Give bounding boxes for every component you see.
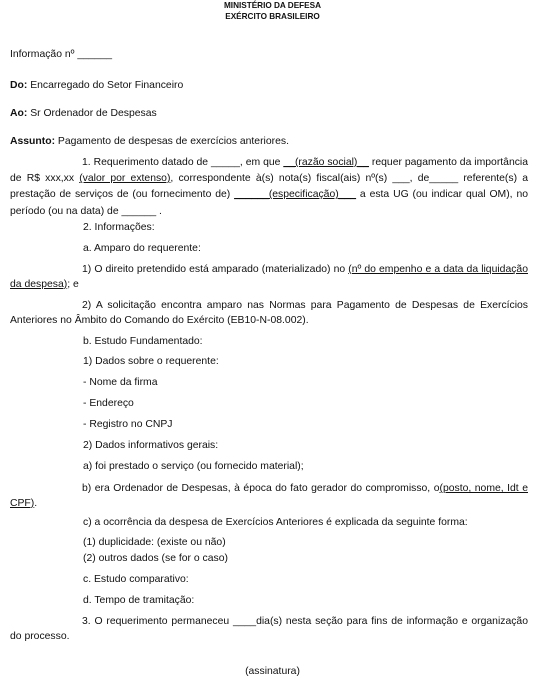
from-text: Encarregado do Setor Financeiro [27, 80, 184, 91]
to-line [10, 108, 157, 121]
info-label: Informação nº [10, 49, 75, 60]
item-2b2a: a) foi prestado o serviço (ou fornecido material); [83, 461, 304, 472]
paragraph-2a2: 2) A solicitação encontra amparo nas Normas para Pagamento de Despesas de Exercícios Anteriores no Âmbito do Comando do Exército (EB10-N-08.002). [10, 300, 528, 326]
from-line [10, 80, 183, 93]
to-text: Sr Ordenador de Despesas [27, 108, 157, 119]
section-2-title: 2. Informações: [83, 222, 155, 233]
item-cnpj: - Registro no CNPJ [83, 419, 173, 430]
section-2b1-title: 1) Dados sobre o requerente: [83, 356, 219, 367]
info-line [10, 49, 112, 62]
section-2c-title: c. Estudo comparativo: [83, 574, 189, 585]
subject-label: Assunto: [10, 136, 56, 147]
header-army: EXÉRCITO BRASILEIRO [225, 12, 320, 21]
paragraph-2a1: 1) O direito pretendido está amparado (materializado) no (nº do empenho e a data da liquidação da despesa); e [10, 264, 528, 290]
to-label: Ao: [10, 108, 28, 119]
item-duplicity: (1) duplicidade: (existe ou não) [83, 537, 226, 548]
subject-text: Pagamento de despesas de exercícios anteriores. [55, 136, 289, 147]
signature-placeholder: (assinatura) [245, 666, 300, 677]
item-other-data: (2) outros dados (se for o caso) [83, 553, 228, 564]
subject-line [10, 136, 289, 149]
item-company-name: - Nome da firma [83, 377, 158, 388]
from-label: Do: [10, 80, 28, 91]
section-2b-title: b. Estudo Fundamentado: [83, 336, 203, 347]
paragraph-3: 3. O requerimento permaneceu ____dia(s) nesta seção para fins de informação e organização do processo. [10, 616, 528, 642]
info-blank: ______ [77, 49, 113, 60]
section-2a-title: a. Amparo do requerente: [83, 243, 201, 254]
paragraph-2b2b: b) era Ordenador de Despesas, à época do fato gerador do compromisso, o(posto, nome, Idt e CPF). [10, 483, 528, 509]
section-2d-title: d. Tempo de tramitação: [83, 595, 195, 606]
header-ministry: MINISTÉRIO DA DEFESA [223, 1, 322, 10]
paragraph-1: 1. Requerimento datado de _____, em que __(razão social)__ requer pagamento da importância de R$ xxx,xx (valor por extenso), correspondente à(s) nota(s) fiscal(ais) nº(s) ___, de_____ referente(s) a prestação de serviços de (ou fornecimento de) ______(especificação)___ a esta UG (ou indicar qual OM), no período (ou na data) de ______ . [10, 157, 529, 217]
item-address: - Endereço [83, 398, 134, 409]
item-2b2c: c) a ocorrência da despesa de Exercícios Anteriores é explicada da seguinte forma: [83, 517, 468, 528]
section-2b2-title: 2) Dados informativos gerais: [83, 440, 219, 451]
